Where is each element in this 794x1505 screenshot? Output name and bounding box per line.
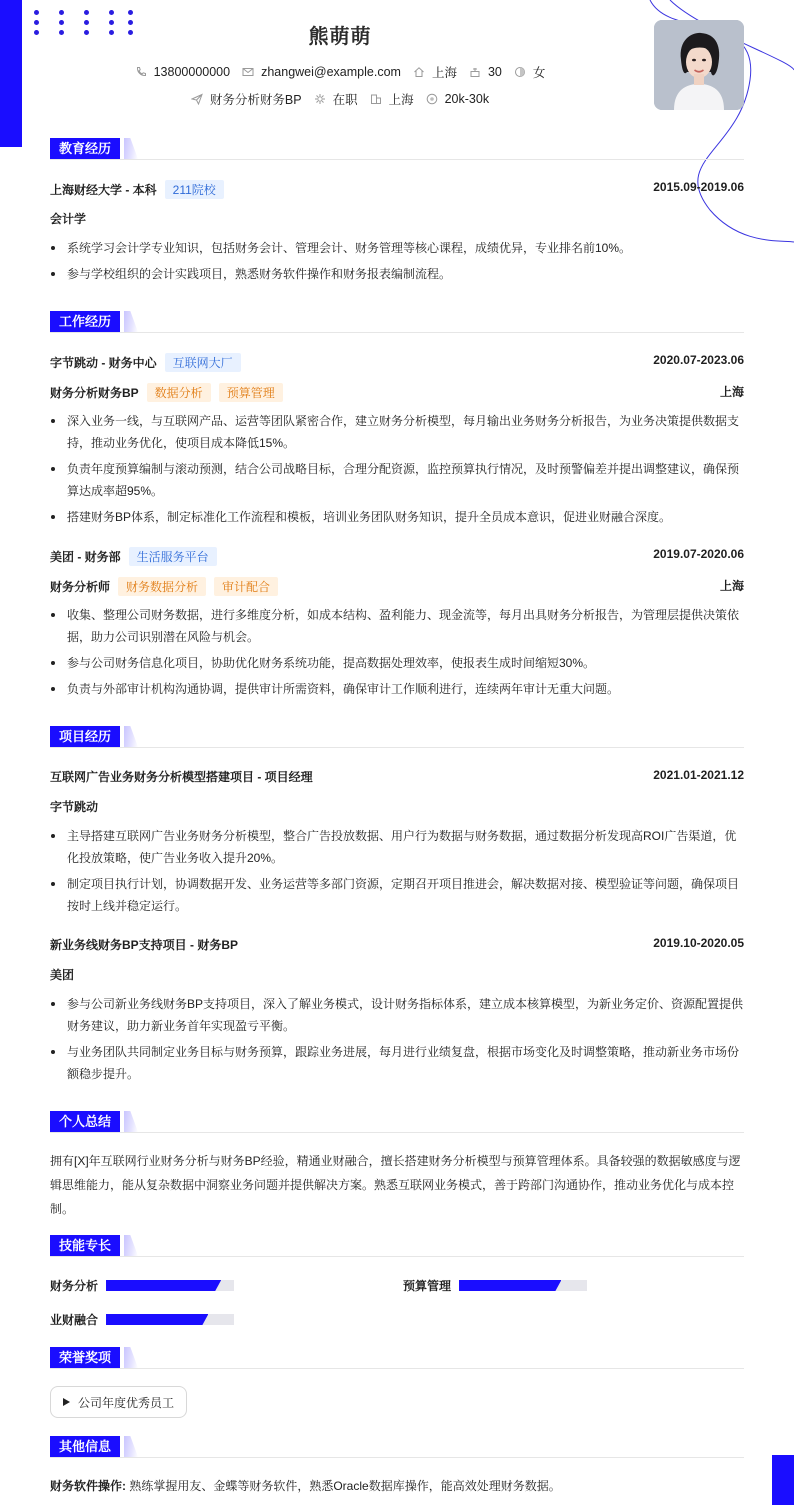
- job-company-badge: 生活服务平台: [129, 547, 217, 566]
- skill-item: [50, 1311, 234, 1328]
- skill-name: 预算管理: [403, 1279, 452, 1293]
- project-bullet: 与业务团队共同制定业务目标与财务预算，跟踪业务进展，每月进行业绩复盘，根据市场变化及时调整策略，推动新业务市场份额稳步提升。: [50, 1041, 744, 1085]
- contact-row: [0, 63, 680, 81]
- home-icon: [413, 66, 425, 78]
- play-triangle-icon: [63, 1398, 70, 1406]
- phone-icon: [135, 66, 147, 78]
- section-divider: [50, 747, 744, 748]
- skill-name: 业财融合: [50, 1313, 99, 1327]
- skill-level-bar: [106, 1280, 234, 1291]
- contact-location: [413, 63, 457, 81]
- intent-position-text: 财务分析财务BP: [209, 93, 302, 107]
- contact-email: [242, 65, 401, 79]
- contact-phone: [135, 65, 230, 79]
- decorative-bar-right: [772, 1455, 794, 1505]
- contact-phone-text: 13800000000: [153, 65, 231, 79]
- job-company-badge: 互联网大厂: [165, 353, 241, 372]
- section-awards: [50, 1347, 744, 1369]
- job-bullet: 深入业务一线，与互联网产品、运营等团队紧密合作，建立财务分析模型，每月输出业务财务分析报告，为业务决策提供数据支持，推动业务优化，使项目成本降低15%。: [50, 410, 744, 454]
- job-tag: 预算管理: [219, 383, 283, 402]
- other-info-line: [50, 1477, 561, 1494]
- skill-item: [403, 1277, 587, 1294]
- job-company: 字节跳动 - 财务中心: [50, 356, 157, 370]
- city-icon: [370, 93, 382, 105]
- job-city: 上海: [719, 385, 744, 399]
- section-summary-title: 个人总结: [50, 1111, 120, 1132]
- gender-icon: [514, 66, 526, 78]
- section-summary: [50, 1111, 744, 1133]
- skill-level-fill: [106, 1314, 208, 1325]
- project-bullet: 参与公司新业务线财务BP支持项目，深入了解业务模式，设计财务指标体系，建立成本核算模型，为新业务定价、资源配置提供财务建议，助力新业务首年实现盈亏平衡。: [50, 993, 744, 1037]
- send-icon: [191, 93, 203, 105]
- section-other: [50, 1436, 744, 1458]
- section-projects: [50, 726, 744, 748]
- project-org: 美团: [50, 968, 75, 982]
- intent-salary-text: 20k-30k: [444, 92, 490, 106]
- avatar: [654, 20, 744, 110]
- job-intent-row: [0, 90, 680, 108]
- intent-position: [191, 90, 302, 108]
- other-info-text: 熟练掌握用友、金蝶等财务软件，熟悉Oracle数据库操作，能高效处理财务数据。: [129, 1479, 561, 1493]
- contact-gender: [514, 63, 546, 81]
- job-tag: 审计配合: [214, 577, 278, 596]
- project-date: 2021.01-2021.12: [653, 768, 744, 782]
- contact-location-text: 上海: [431, 66, 457, 80]
- contact-age: [469, 65, 502, 79]
- section-title-decoration: [124, 1235, 138, 1256]
- section-title-decoration: [124, 726, 138, 747]
- section-divider: [50, 1256, 744, 1257]
- contact-age-text: 30: [487, 65, 502, 79]
- job-date: 2019.07-2020.06: [653, 547, 744, 561]
- project-name: 新业务线财务BP支持项目 - 财务BP: [50, 938, 239, 952]
- job-date: 2020.07-2023.06: [653, 353, 744, 367]
- section-other-title: 其他信息: [50, 1436, 120, 1457]
- award-text: 公司年度优秀员工: [78, 1395, 175, 1410]
- job-city: 上海: [719, 579, 744, 593]
- intent-city-text: 上海: [388, 93, 414, 107]
- job-bullet: 收集、整理公司财务数据，进行多维度分析，如成本结构、盈利能力、现金流等，每月出具财务分析报告，为管理层提供决策依据，助力公司识别潜在风险与机会。: [50, 604, 744, 648]
- section-title-decoration: [124, 1111, 138, 1132]
- job-bullet: 负责与外部审计机构沟通协调，提供审计所需资料，确保审计工作顺利进行，连续两年审计无重大问题。: [50, 678, 744, 700]
- skill-name: 财务分析: [50, 1279, 99, 1293]
- intent-status: [314, 90, 358, 108]
- contact-email-text: zhangwei@example.com: [261, 65, 401, 79]
- job-bullet: 负责年度预算编制与滚动预测，结合公司战略目标，合理分配资源，监控预算执行情况，及时预警偏差并提出调整建议，确保预算达成率超95%。: [50, 458, 744, 502]
- section-projects-title: 项目经历: [50, 726, 120, 747]
- section-title-decoration: [124, 1436, 138, 1457]
- intent-status-text: 在职: [332, 93, 358, 107]
- email-icon: [242, 66, 254, 78]
- candidate-name: 熊萌萌: [308, 26, 372, 48]
- education-major: 会计学: [50, 212, 87, 226]
- other-info-label: 财务软件操作:: [50, 1479, 126, 1493]
- skill-level-fill: [106, 1280, 221, 1291]
- education-bullet: 参与学校组织的会计实践项目，熟悉财务软件操作和财务报表编制流程。: [50, 263, 744, 285]
- job-bullet: 参与公司财务信息化项目，协助优化财务系统功能，提高数据处理效率，使报表生成时间缩短30%。: [50, 652, 744, 674]
- section-skills-title: 技能专长: [50, 1235, 120, 1256]
- section-divider: [50, 1132, 744, 1133]
- job-role: 财务分析师: [50, 580, 111, 594]
- education-school: 上海财经大学 - 本科: [50, 183, 157, 197]
- section-title-decoration: [124, 311, 138, 332]
- job-company: 美团 - 财务部: [50, 550, 121, 564]
- job-role: 财务分析财务BP: [50, 386, 139, 400]
- summary-text: 拥有[X]年互联网行业财务分析与财务BP经验，精通业财融合，擅长搭建财务分析模型与预算管理体系。具备较强的数据敏感度与逻辑思维能力，能从复杂数据中洞察业务问题并提供解决方案。熟悉互联网业务模式，善于跨部门沟通协作，推动业务优化与成本控制。: [50, 1154, 741, 1216]
- project-bullet: 制定项目执行计划，协调数据开发、业务运营等多部门资源，定期召开项目推进会，解决数据对接、模型验证等问题，确保项目按时上线并稳定运行。: [50, 873, 744, 917]
- job-bullet: 搭建财务BP体系，制定标准化工作流程和模板，培训业务团队财务知识，提升全员成本意识，促进业财融合深度。: [50, 506, 744, 528]
- age-icon: [469, 66, 481, 78]
- project-name: 互联网广告业务财务分析模型搭建项目 - 项目经理: [50, 770, 313, 784]
- project-date: 2019.10-2020.05: [653, 936, 744, 950]
- section-work-title: 工作经历: [50, 311, 120, 332]
- project-bullet: 主导搭建互联网广告业务财务分析模型，整合广告投放数据、用户行为数据与财务数据，通过数据分析发现高ROI广告渠道，优化投放策略，使广告业务收入提升20%。: [50, 825, 744, 869]
- education-bullet: 系统学习会计学专业知识，包括财务会计、管理会计、财务管理等核心课程，成绩优异，专业排名前10%。: [50, 237, 744, 259]
- section-divider: [50, 1368, 744, 1369]
- intent-salary: [426, 92, 489, 106]
- section-skills: [50, 1235, 744, 1257]
- section-divider: [50, 1457, 744, 1458]
- section-education-title: 教育经历: [50, 138, 120, 159]
- skill-level-bar: [106, 1314, 234, 1325]
- section-awards-title: 荣誉奖项: [50, 1347, 120, 1368]
- section-title-decoration: [124, 1347, 138, 1368]
- skill-item: [50, 1277, 234, 1294]
- section-divider: [50, 332, 744, 333]
- section-title-decoration: [124, 138, 138, 159]
- project-org: 字节跳动: [50, 800, 99, 814]
- job-tag: 数据分析: [147, 383, 211, 402]
- education-date: 2015.09-2019.06: [653, 180, 744, 194]
- skill-level-fill: [459, 1280, 561, 1291]
- section-divider: [50, 159, 744, 160]
- section-education: [50, 138, 744, 160]
- skill-level-bar: [459, 1280, 587, 1291]
- award-item[interactable]: [50, 1386, 187, 1418]
- contact-gender-text: 女: [532, 66, 546, 80]
- intent-city: [370, 90, 414, 108]
- job-tag: 财务数据分析: [118, 577, 206, 596]
- education-badge: 211院校: [165, 180, 224, 199]
- status-icon: [314, 93, 326, 105]
- salary-icon: [426, 93, 438, 105]
- section-work: [50, 311, 744, 333]
